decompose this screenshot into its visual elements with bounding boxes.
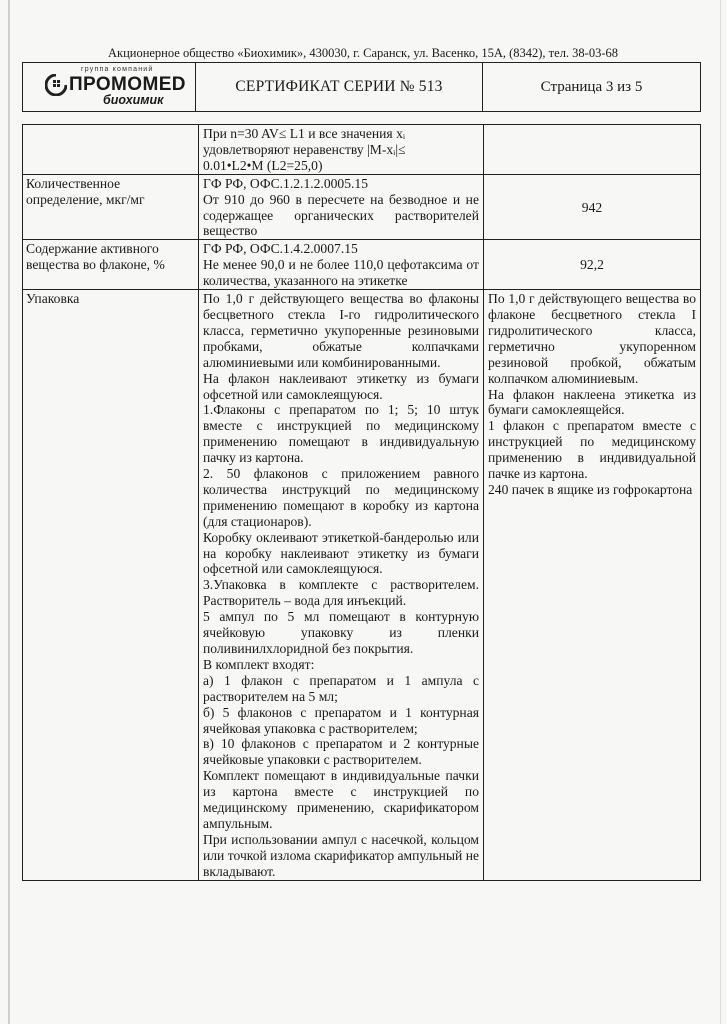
spec-text: Не менее 90,0 и не более 110,0 цефотаксима от количества, указанного на этикетке — [203, 257, 479, 289]
spec-paragraph: Коробку оклеивают этикеткой-бандеролью или на коробку наклеивают этикетку из бумаги офсетной или самоклеящуюся. — [203, 529, 479, 577]
result-value: 92,2 — [484, 240, 701, 290]
result-paragraph: На флакон наклеена этикетка из бумаги самоклеящейся. — [488, 386, 696, 418]
logo-subtitle: биохимик — [103, 92, 164, 107]
spec-paragraph: Комплект помещают в индивидуальные пачки из картона вместе с инструкцией по медицинскому применению, скарификатором ампульным. — [203, 768, 479, 831]
document-header — [22, 62, 701, 112]
spec-paragraph: а) 1 флакон с препаратом и 1 ампула с растворителем на 5 мл; — [203, 672, 479, 704]
spec-paragraph: 1.Флаконы с препаратом по 1; 5; 10 штук вместе с инструкцией по медицинскому применению помещают в индивидуальную пачку из картона. — [203, 402, 479, 466]
spec-paragraph: По 1,0 г действующего вещества во флаконы бесцветного стекла I-го гидролитического класса, герметично укупоренные резиновыми пробками, обжатые колпачками алюминиевыми или комбинированными. — [203, 291, 479, 370]
table-row — [23, 240, 701, 290]
specification-cell — [199, 290, 484, 881]
scan-edge-right — [720, 0, 721, 1024]
spec-method: ГФ РФ, ОФС.1.2.1.2.0005.15 — [203, 175, 369, 191]
certificate-table — [22, 124, 701, 881]
logo-brand-name: ПРОМОМЕD — [69, 73, 186, 95]
table-row — [23, 290, 701, 881]
spec-paragraph: 5 ампул по 5 мл помещают в контурную ячейковую упаковку из пленки поливинилхлоридной без покрытия. — [203, 609, 479, 656]
spec-paragraph: 3.Упаковка в комплекте с растворителем. Растворитель – вода для инъекций. — [203, 577, 479, 609]
result-paragraph: 240 пачек в ящике из гофрокартона — [488, 481, 693, 497]
scan-edge — [8, 0, 10, 1024]
spec-paragraph: На флакон наклеивают этикетку из бумаги офсетной или самоклеящуюся. — [203, 370, 479, 402]
result-paragraph: По 1,0 г действующего вещества во флаконе бесцветного стекла I гидролитического класса, герметично укупоренном резиновой пробкой, обжатым колпачком алюминиевым. — [488, 291, 696, 386]
spec-paragraph: При использовании ампул с насечкой, кольцом или точкой излома скарификатор ампульный не вкладывают. — [203, 831, 480, 879]
spec-method: ГФ РФ, ОФС.1.4.2.0007.15 — [203, 241, 358, 257]
table-row — [23, 125, 701, 175]
result-paragraph: 1 флакон с препаратом вместе с инструкцией по медицинскому применению в индивидуальной пачке из картона. — [488, 418, 696, 482]
specification-cell — [199, 174, 484, 240]
spec-paragraph: 2. 50 флаконов с приложением равного количества инструкций по медицинскому применению помещают в коробку из картона (для стационаров). — [203, 466, 479, 529]
company-logo — [23, 63, 196, 111]
parameter-name — [23, 125, 199, 175]
spec-line: удовлетворяют неравенству |M-xᵢ|≤ — [203, 141, 406, 157]
spec-paragraph: В комплект входят: — [203, 656, 315, 672]
company-address-line: Акционерное общество «Биохимик», 430030, г. Саранск, ул. Васенко, 15А, (8342), тел. 38-03-68 — [107, 46, 619, 60]
spec-paragraph: в) 10 флаконов с препаратом и 2 контурные ячейковые упаковки с растворителем. — [203, 736, 479, 768]
specification-cell — [199, 240, 484, 290]
result-cell — [484, 290, 701, 881]
logo-group-label: группа компаний — [81, 65, 154, 73]
parameter-name: Упаковка — [23, 290, 199, 881]
spec-text: От 910 до 960 в пересчете на безводное и не содержащее органических растворителей вещество — [203, 191, 479, 239]
promomed-logo-icon — [45, 74, 67, 96]
spec-line: 0.01•L2•M (L2=25,0) — [203, 157, 323, 173]
result-cell — [484, 125, 701, 175]
parameter-name: Количественное определение, мкг/мг — [23, 174, 199, 240]
spec-line: При n=30 AV≤ L1 и все значения xᵢ — [203, 126, 406, 141]
result-value: 942 — [484, 174, 701, 240]
certificate-title: СЕРТИФИКАТ СЕРИИ № 513 — [196, 63, 483, 111]
table-row — [23, 174, 701, 240]
specification-cell — [199, 125, 484, 175]
spec-paragraph: б) 5 флаконов с препаратом и 1 контурная ячейковая упаковка с растворителем; — [203, 704, 479, 736]
parameter-name: Содержание активного вещества во флаконе, % — [23, 240, 199, 290]
page-number: Страница 3 из 5 — [540, 78, 643, 95]
